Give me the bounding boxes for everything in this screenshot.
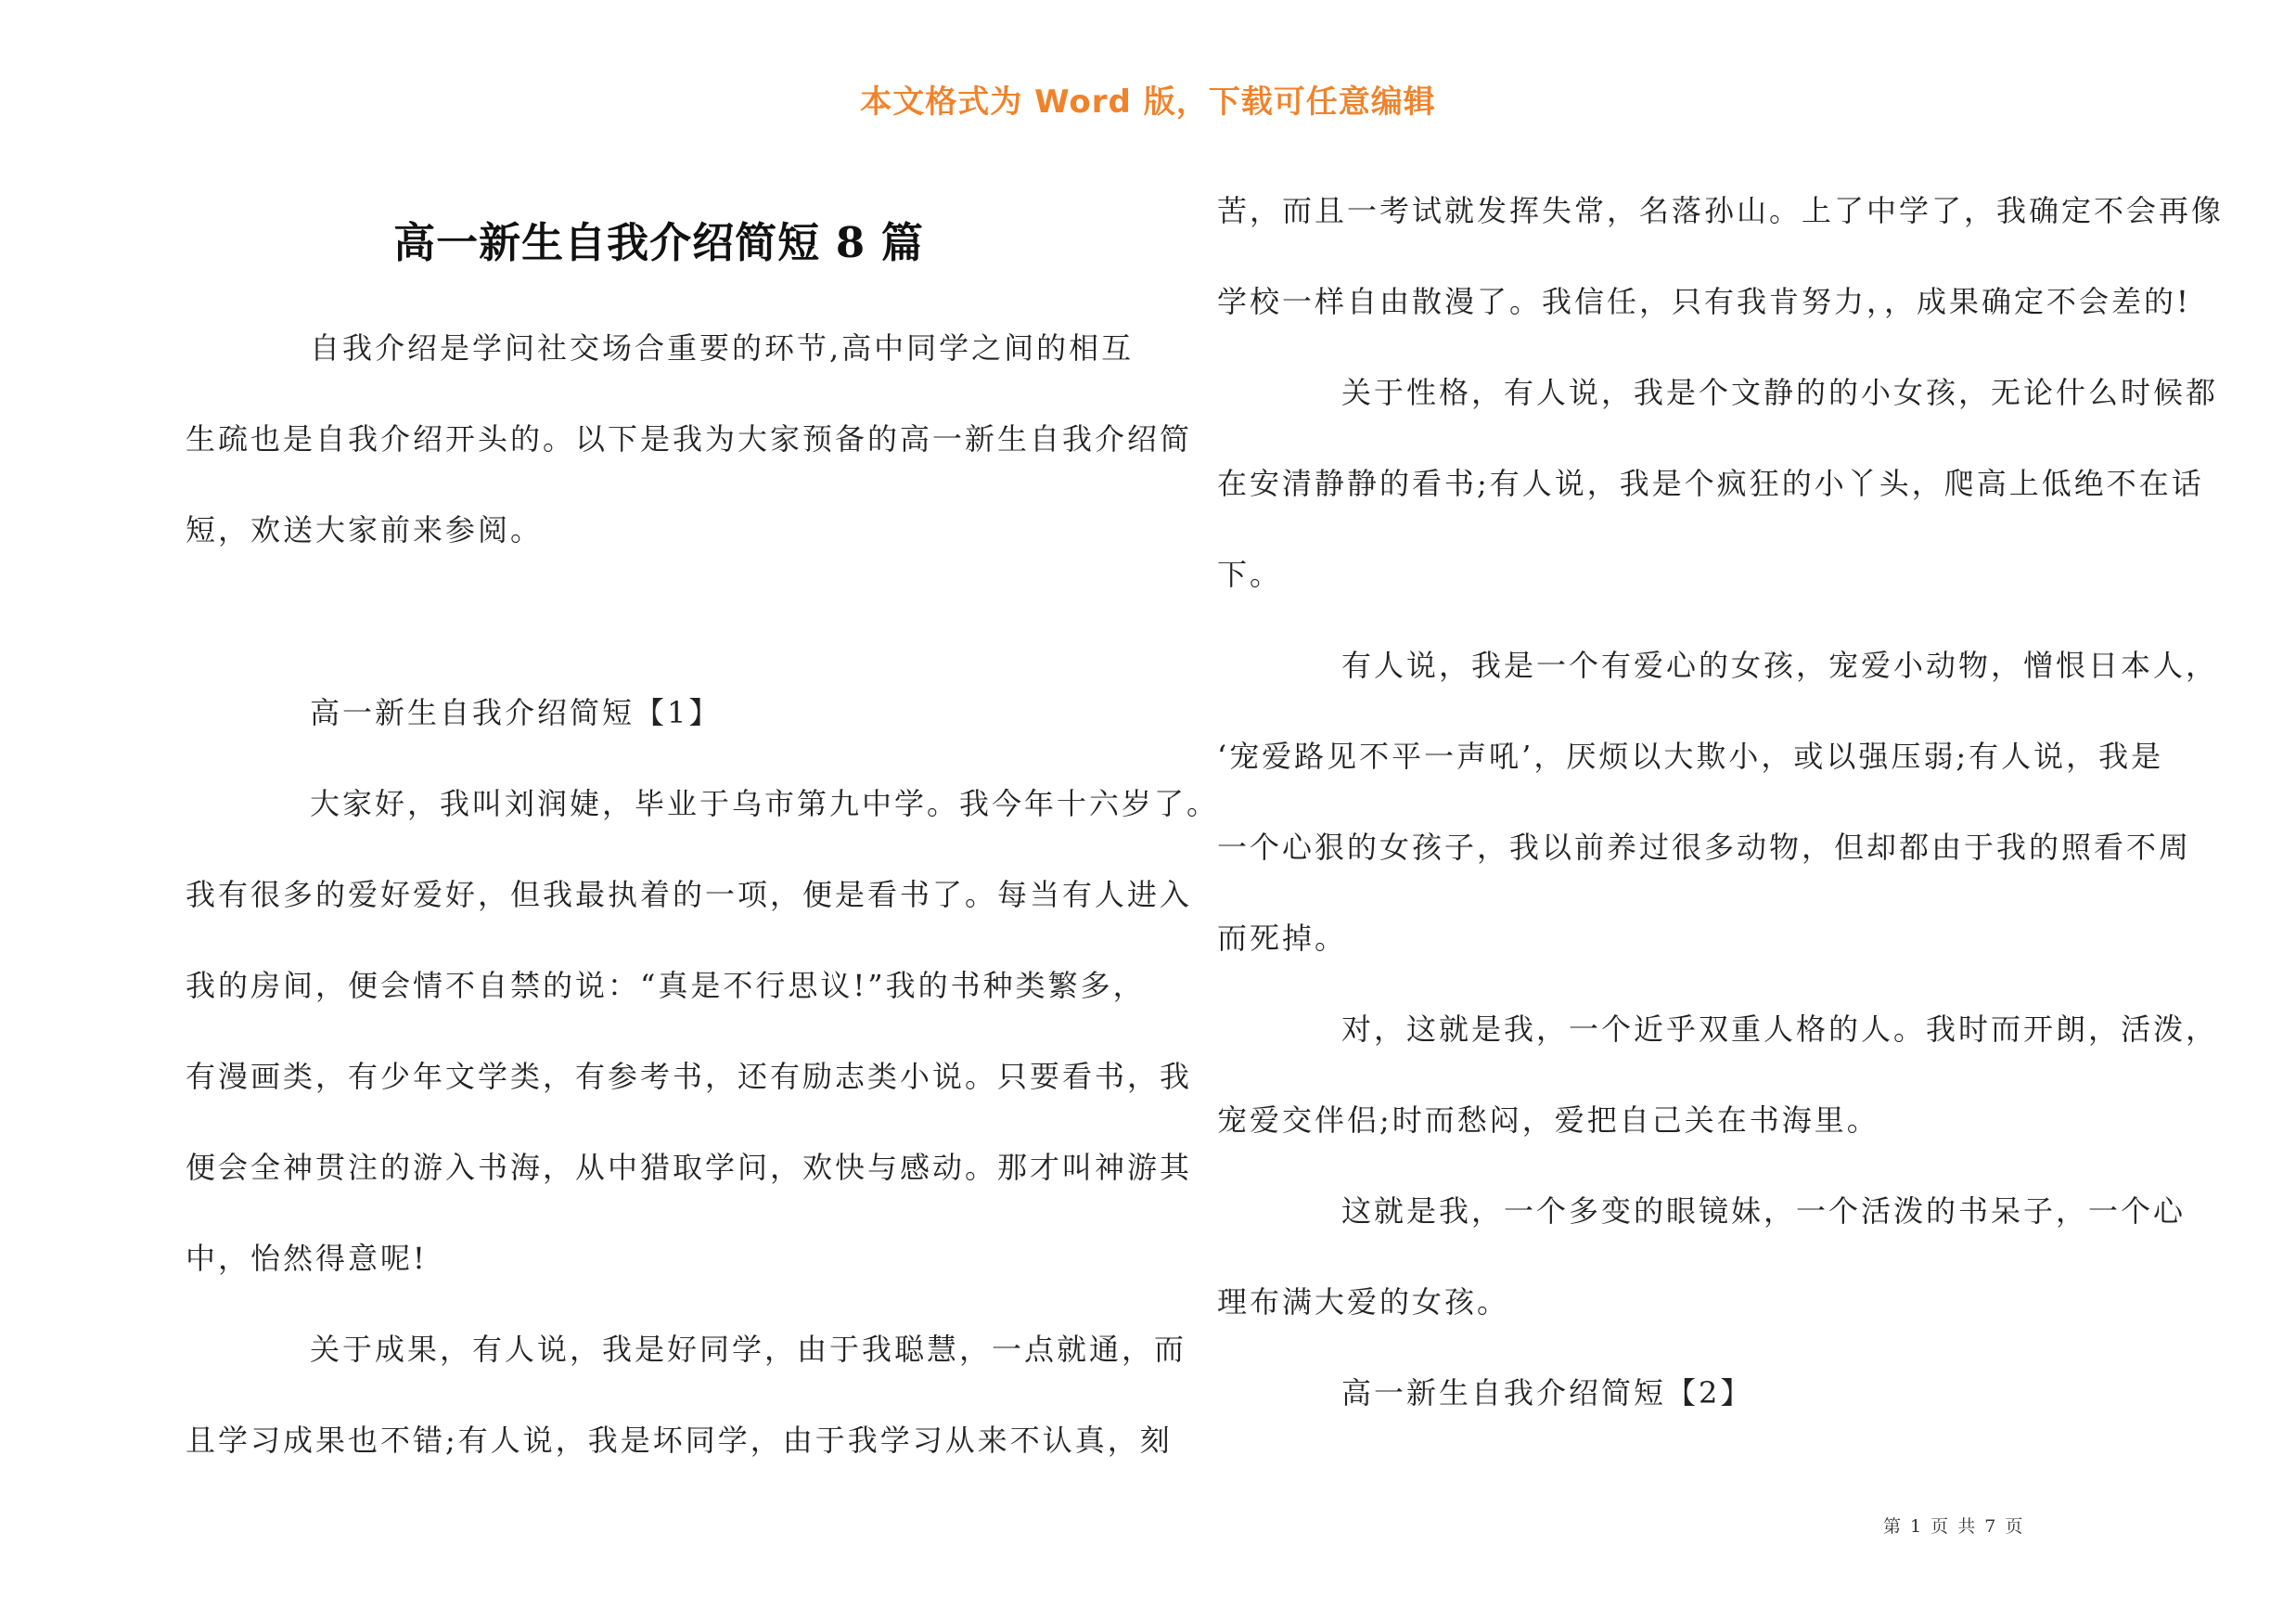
text-line: 一个心狠的女孩子，我以前养过很多动物，但却都由于我的照看不周 <box>1217 830 2192 865</box>
text-line: 宠爱交伴侣;时而愁闷，爱把自己关在书海里。 <box>1217 1102 1879 1138</box>
text-line: 苦，而且一考试就发挥失常，名落孙山。上了中学了，我确定不会再像 <box>1217 193 2225 228</box>
text-line: 关于成果，有人说，我是好同学，由于我聪慧，一点就通，而 <box>310 1332 1187 1367</box>
right-column-body <box>1217 165 2225 1438</box>
text-line: 有漫画类，有少年文学类，有参考书，还有励志类小说。只要看书，我 <box>186 1059 1193 1094</box>
section-1-body <box>186 667 1220 1486</box>
text-line: 我有很多的爱好爱好，但我最执着的一项，便是看书了。每当有人进入 <box>186 877 1193 912</box>
text-line: 自我介绍是学问社交场合重要的环节,高中同学之间的相互 <box>310 330 1135 366</box>
text-line: 且学习成果也不错;有人说，我是坏同学，由于我学习从来不认真，刻 <box>186 1423 1173 1458</box>
text-line: 理布满大爱的女孩。 <box>1217 1284 1510 1320</box>
page-number: 第 1 页 共 7 页 <box>1883 1516 2025 1537</box>
text-line: 中，怡然得意呢! <box>186 1241 428 1276</box>
section-heading-2: 高一新生自我介绍简短【2】 <box>1341 1375 1753 1410</box>
document-title: 高一新生自我介绍简短 8 篇 <box>393 218 924 267</box>
text-line: 大家好，我叫刘润婕，毕业于乌市第九中学。我今年十六岁了。 <box>310 786 1220 821</box>
text-line: 生疏也是自我介绍开头的。以下是我为大家预备的高一新生自我介绍简 <box>186 421 1193 457</box>
text-line: 关于性格，有人说，我是个文静的的小女孩，无论什么时候都 <box>1341 375 2219 410</box>
text-line: 短，欢送大家前来参阅。 <box>186 512 544 547</box>
text-line: 学校一样自由散漫了。我信任，只有我肯努力，，成果确定不会差的! <box>1217 284 2191 319</box>
text-line: 便会全神贯注的游入书海，从中猎取学问，欢快与感动。那才叫神游其 <box>186 1150 1193 1185</box>
format-banner: 本文格式为 Word 版，下载可任意编辑 <box>860 84 1436 121</box>
text-line: 这就是我，一个多变的眼镜妹，一个活泼的书呆子，一个心 <box>1341 1193 2187 1229</box>
section-heading-1: 高一新生自我介绍简短【1】 <box>310 695 722 730</box>
text-line: 下。 <box>1217 557 1283 592</box>
text-line: 有人说，我是一个有爱心的女孩，宠爱小动物，憎恨日本人， <box>1341 648 2219 683</box>
text-line: ‘宠爱路见不平一声吼’，厌烦以大欺小，或以强压弱;有人说，我是 <box>1217 739 2164 774</box>
text-line: 而死掉。 <box>1217 921 1348 956</box>
text-line: 对，这就是我，一个近乎双重人格的人。我时而开朗，活泼， <box>1341 1011 2219 1047</box>
text-line: 我的房间，便会情不自禁的说：“真是不行思议!”我的书种类繁多， <box>186 968 1146 1003</box>
intro-paragraph <box>186 303 1193 575</box>
text-line: 在安清静静的看书;有人说，我是个疯狂的小丫头，爬高上低绝不在话 <box>1217 466 2204 501</box>
